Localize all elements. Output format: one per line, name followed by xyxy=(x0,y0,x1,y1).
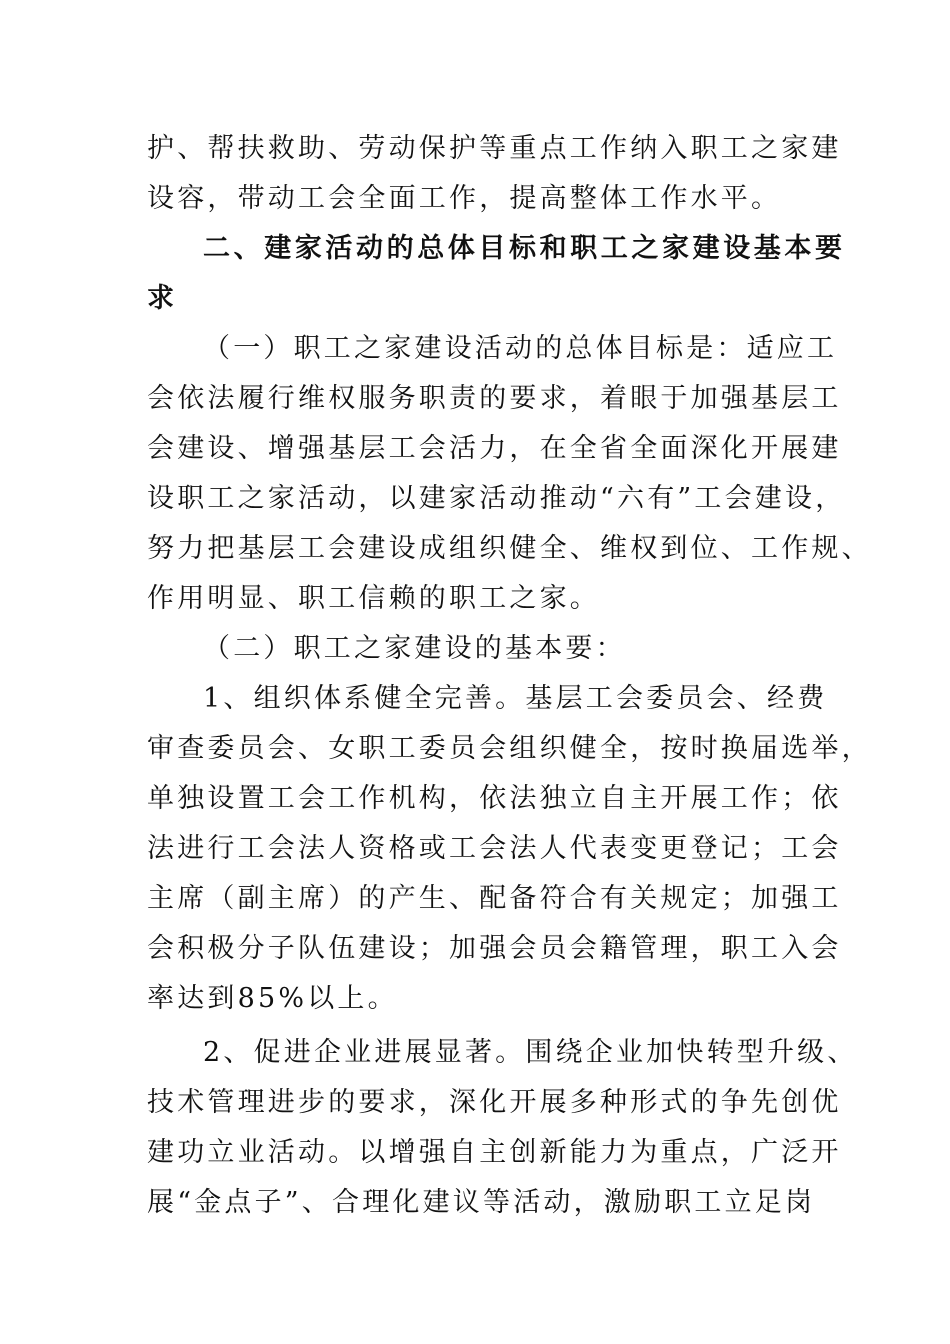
document-body xyxy=(147,124,872,1228)
section-heading: 二、建家活动的总体目标和职工之家建设基本要 xyxy=(203,233,846,264)
paragraph-line: 会积极分子队伍建设；加强会员会籍管理，职工入会 xyxy=(147,933,842,964)
paragraph-line: 法进行工会法人资格或工会法人代表变更登记；工会 xyxy=(147,833,842,864)
paragraph-line: 技术管理进步的要求，深化开展多种形式的争先创优 xyxy=(147,1087,842,1118)
paragraph-line: 会建设、增强基层工会活力，在全省全面深化开展建 xyxy=(147,433,842,464)
subsection-two-line: （二）职工之家建设的基本要： xyxy=(203,633,626,664)
paragraph-line: 率达到85%以上。 xyxy=(147,983,398,1014)
paragraph-line: 设容，带动工会全面工作，提高整体工作水平。 xyxy=(147,183,782,214)
item-two-line: 2、促进企业进展显著。围绕企业加快转型升级、 xyxy=(203,1037,858,1068)
paragraph-line: 展“金点子”、合理化建议等活动，激励职工立足岗 xyxy=(147,1187,816,1218)
subsection-one-line: （一）职工之家建设活动的总体目标是：适应工 xyxy=(203,333,838,364)
paragraph-line: 建功立业活动。以增强自主创新能力为重点，广泛开 xyxy=(147,1137,842,1168)
paragraph-line: 会依法履行维权服务职责的要求，着眼于加强基层工 xyxy=(147,383,842,414)
paragraph-line: 主席（副主席）的产生、配备符合有关规定；加强工 xyxy=(147,883,842,914)
item-one-line: 1、组织体系健全完善。基层工会委员会、经费 xyxy=(203,683,828,714)
paragraph-line: 审查委员会、女职工委员会组织健全，按时换届选举， xyxy=(147,733,872,764)
paragraph-line: 护、帮扶救助、劳动保护等重点工作纳入职工之家建 xyxy=(147,133,842,164)
paragraph-line: 作用明显、职工信赖的职工之家。 xyxy=(147,583,600,614)
paragraph-line: 单独设置工会工作机构，依法独立自主开展工作；依 xyxy=(147,783,842,814)
paragraph-line: 努力把基层工会建设成组织健全、维权到位、工作规、 xyxy=(147,533,872,564)
paragraph-line: 设职工之家活动，以建家活动推动“六有”工会建设， xyxy=(147,483,846,514)
section-heading-continued: 求 xyxy=(147,283,178,314)
